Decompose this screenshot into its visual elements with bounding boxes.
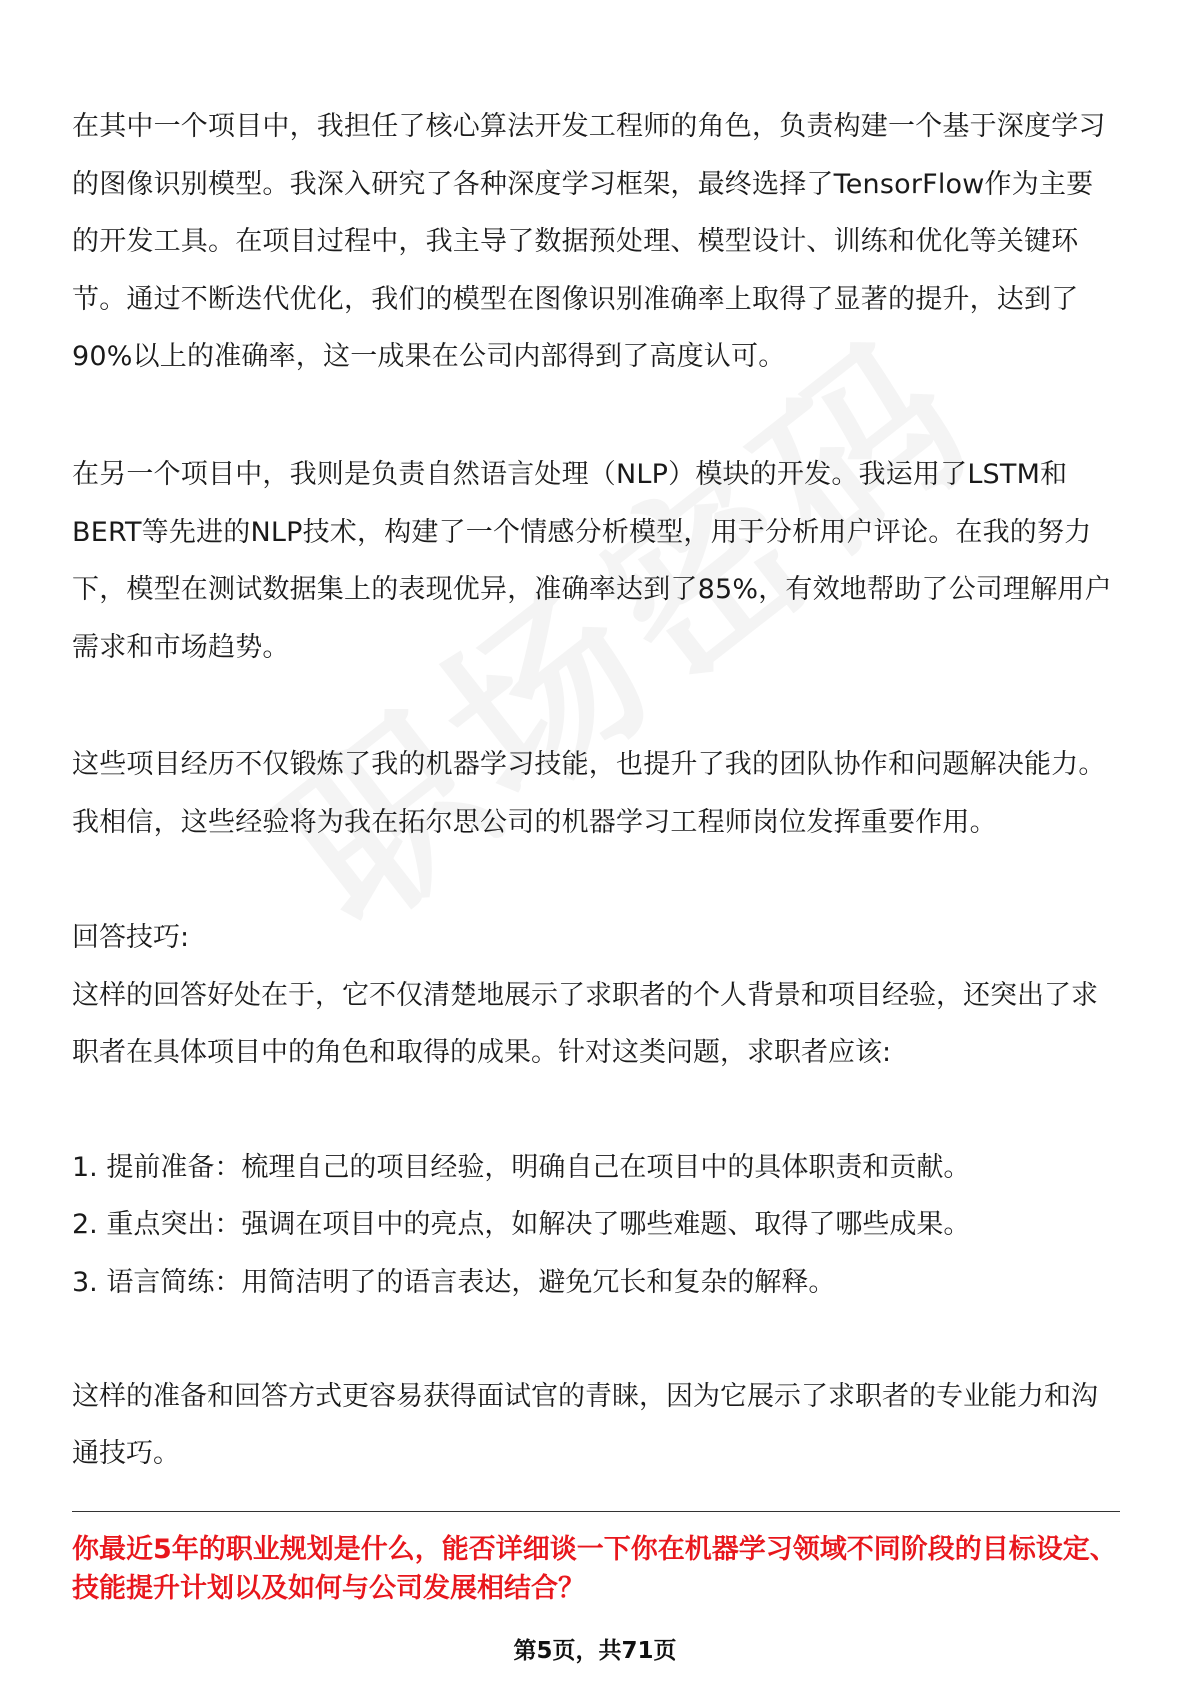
answer-paragraph-2: 在另一个项目中，我则是负责自然语言处理（NLP）模块的开发。我运用了LSTM和BERT等先进的NLP技术，构建了一个情感分析模型，用于分析用户评论。在我的努力下，模型在测试数据集上的表现优异，准确率达到了85%，有效地帮助了公司理解用户需求和市场趋势。 xyxy=(72,459,1112,663)
section-divider xyxy=(72,1511,1120,1512)
page-content xyxy=(72,98,1120,1484)
tips-title: 回答技巧: xyxy=(72,922,190,953)
tips-list-item: 1. 提前准备：梳理自己的项目经验，明确自己在项目中的具体职责和贡献。 xyxy=(72,1151,971,1183)
answer-paragraph-1: 在其中一个项目中，我担任了核心算法开发工程师的角色，负责构建一个基于深度学习的图像识别模型。我深入研究了各种深度学习框架，最终选择了TensorFlow作为主要的开发工具。在项目过程中，我主导了数据预处理、模型设计、训练和优化等关键环节。通过不断迭代优化，我们的模型在图像识别准确率上取得了显著的提升，达到了90%以上的准确率，这一成果在公司内部得到了高度认可。 xyxy=(72,111,1106,372)
next-question-heading: 你最近5年的职业规划是什么，能否详细谈一下你在机器学习领域不同阶段的目标设定、技能提升计划以及如何与公司发展相结合？ xyxy=(72,1534,1117,1604)
answer-paragraph-3: 这些项目经历不仅锻炼了我的机器学习技能，也提升了我的团队协作和问题解决能力。我相信，这些经验将为我在拓尔思公司的机器学习工程师岗位发挥重要作用。 xyxy=(72,749,1106,838)
tips-list-item: 3. 语言简练：用简洁明了的语言表达，避免冗长和复杂的解释。 xyxy=(72,1266,836,1298)
tips-body: 这样的回答好处在于，它不仅清楚地展示了求职者的个人背景和项目经验，还突出了求职者在具体项目中的角色和取得的成果。针对这类问题，求职者应该: xyxy=(72,979,1098,1068)
tips-closing: 这样的准备和回答方式更容易获得面试官的青睐，因为它展示了求职者的专业能力和沟通技巧。 xyxy=(72,1380,1098,1469)
tips-list-item: 2. 重点突出：强调在项目中的亮点，如解决了哪些难题、取得了哪些成果。 xyxy=(72,1209,971,1240)
page-number: 第5页，共71页 xyxy=(513,1638,677,1664)
tips-list xyxy=(72,1139,1120,1311)
